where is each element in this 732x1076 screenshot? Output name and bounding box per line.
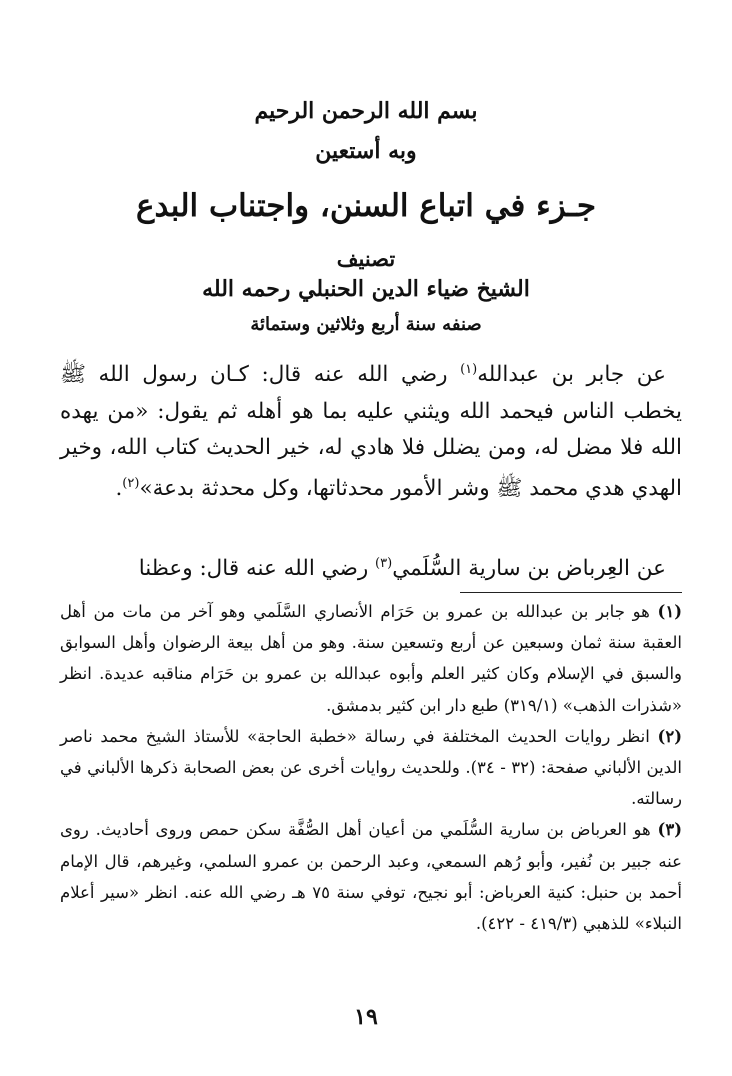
author-name: الشيخ ضياء الدين الحنبلي رحمه الله bbox=[202, 276, 530, 302]
footnote-number: (٢) bbox=[657, 726, 682, 746]
paragraph-jabir-hadith bbox=[60, 352, 682, 508]
footnote-3 bbox=[60, 814, 682, 939]
footnote-text: انظر روايات الحديث المختلفة في رسالة «خطبة الحاجة» للأستاذ الشيخ محمد ناصر الدين الألباني صفحة: (٣٢ - ٣٤). وللحديث روايات أخرى عن بعض الصحابة ذكرها الألباني في رسالته. bbox=[60, 726, 682, 809]
paragraph-text: . bbox=[115, 476, 123, 502]
page-number: ١٩ bbox=[354, 1004, 378, 1030]
footnote-ref-1: (١) bbox=[460, 362, 478, 377]
paragraph-text: عن جابر بن عبدالله bbox=[477, 362, 666, 388]
footnote-ref-3: (٣) bbox=[375, 556, 393, 571]
footnotes bbox=[60, 596, 682, 939]
composition-date: صنفه سنة أربع وثلاثين وستمائة bbox=[250, 314, 482, 335]
paragraph-text: رضي الله عنه قال: وعظنا bbox=[138, 556, 376, 582]
footnote-1 bbox=[60, 596, 682, 721]
footnote-number: (١) bbox=[657, 602, 682, 621]
paragraph-text: عن العِرباض بن سارية السُّلَمي bbox=[392, 556, 666, 582]
footnote-text: هو العرباض بن سارية السُّلَمي من أعيان أهل الصُّفَّة سكن حمص وروى أحاديث. روى عنه جبير بن نُفير، وأبو رُهم السمعي، وعبد الرحمن بن عمرو السلمي، وغيرهم، قال الإمام أحمد بن حنبل: كنية العرباض: أبو نجيح، توفي سنة ٧٥ هـ رضي الله عنه. انظر «سير أعلام النبلاء» للذهبي (٤١٩/٣ - ٤٢٢). bbox=[60, 820, 682, 934]
book-title: جـزء في اتباع السنن، واجتناب البدع bbox=[135, 188, 597, 224]
opening-invocation: وبه أستعين bbox=[315, 138, 417, 164]
paragraph-irbad-hadith bbox=[60, 546, 682, 588]
footnote-ref-2: (٢) bbox=[122, 476, 140, 492]
footnote-separator bbox=[460, 592, 682, 593]
footnote-number: (٣) bbox=[657, 820, 682, 840]
paragraph-text: رضي الله عنه قال: كـان رسول الله ﷺ يخطب الناس فيحمد الله ويثني عليه بما هو أهله ثم يقول: «من يهده الله فلا مضل له، ومن يضلل فلا هادي له، خير الحديث كتاب الله، وخير الهدي هدي محمد ﷺ وشر الأمور محدثاتها، وكل محدثة بدعة» bbox=[60, 362, 682, 502]
footnote-2 bbox=[60, 721, 682, 815]
authored-by-label: تصنيف bbox=[336, 246, 396, 271]
footnote-text: هو جابر بن عبدالله بن عمرو بن حَرَام الأنصاري السَّلَمي وهو آخر من مات من أهل العقبة سنة ثمان وسبعين عن أربع وتسعين سنة. وهو من أهل بيعة الرضوان وأهل السوابق والسبق في الإسلام وكان كثير العلم وأبوه عبدالله بن عمرو بن حَرَام مناقبه عديدة. انظر «شذرات الذهب» (٣١٩/١) طبع دار ابن كثير بدمشق. bbox=[60, 602, 682, 715]
basmala: بسم الله الرحمن الرحيم bbox=[254, 98, 478, 124]
